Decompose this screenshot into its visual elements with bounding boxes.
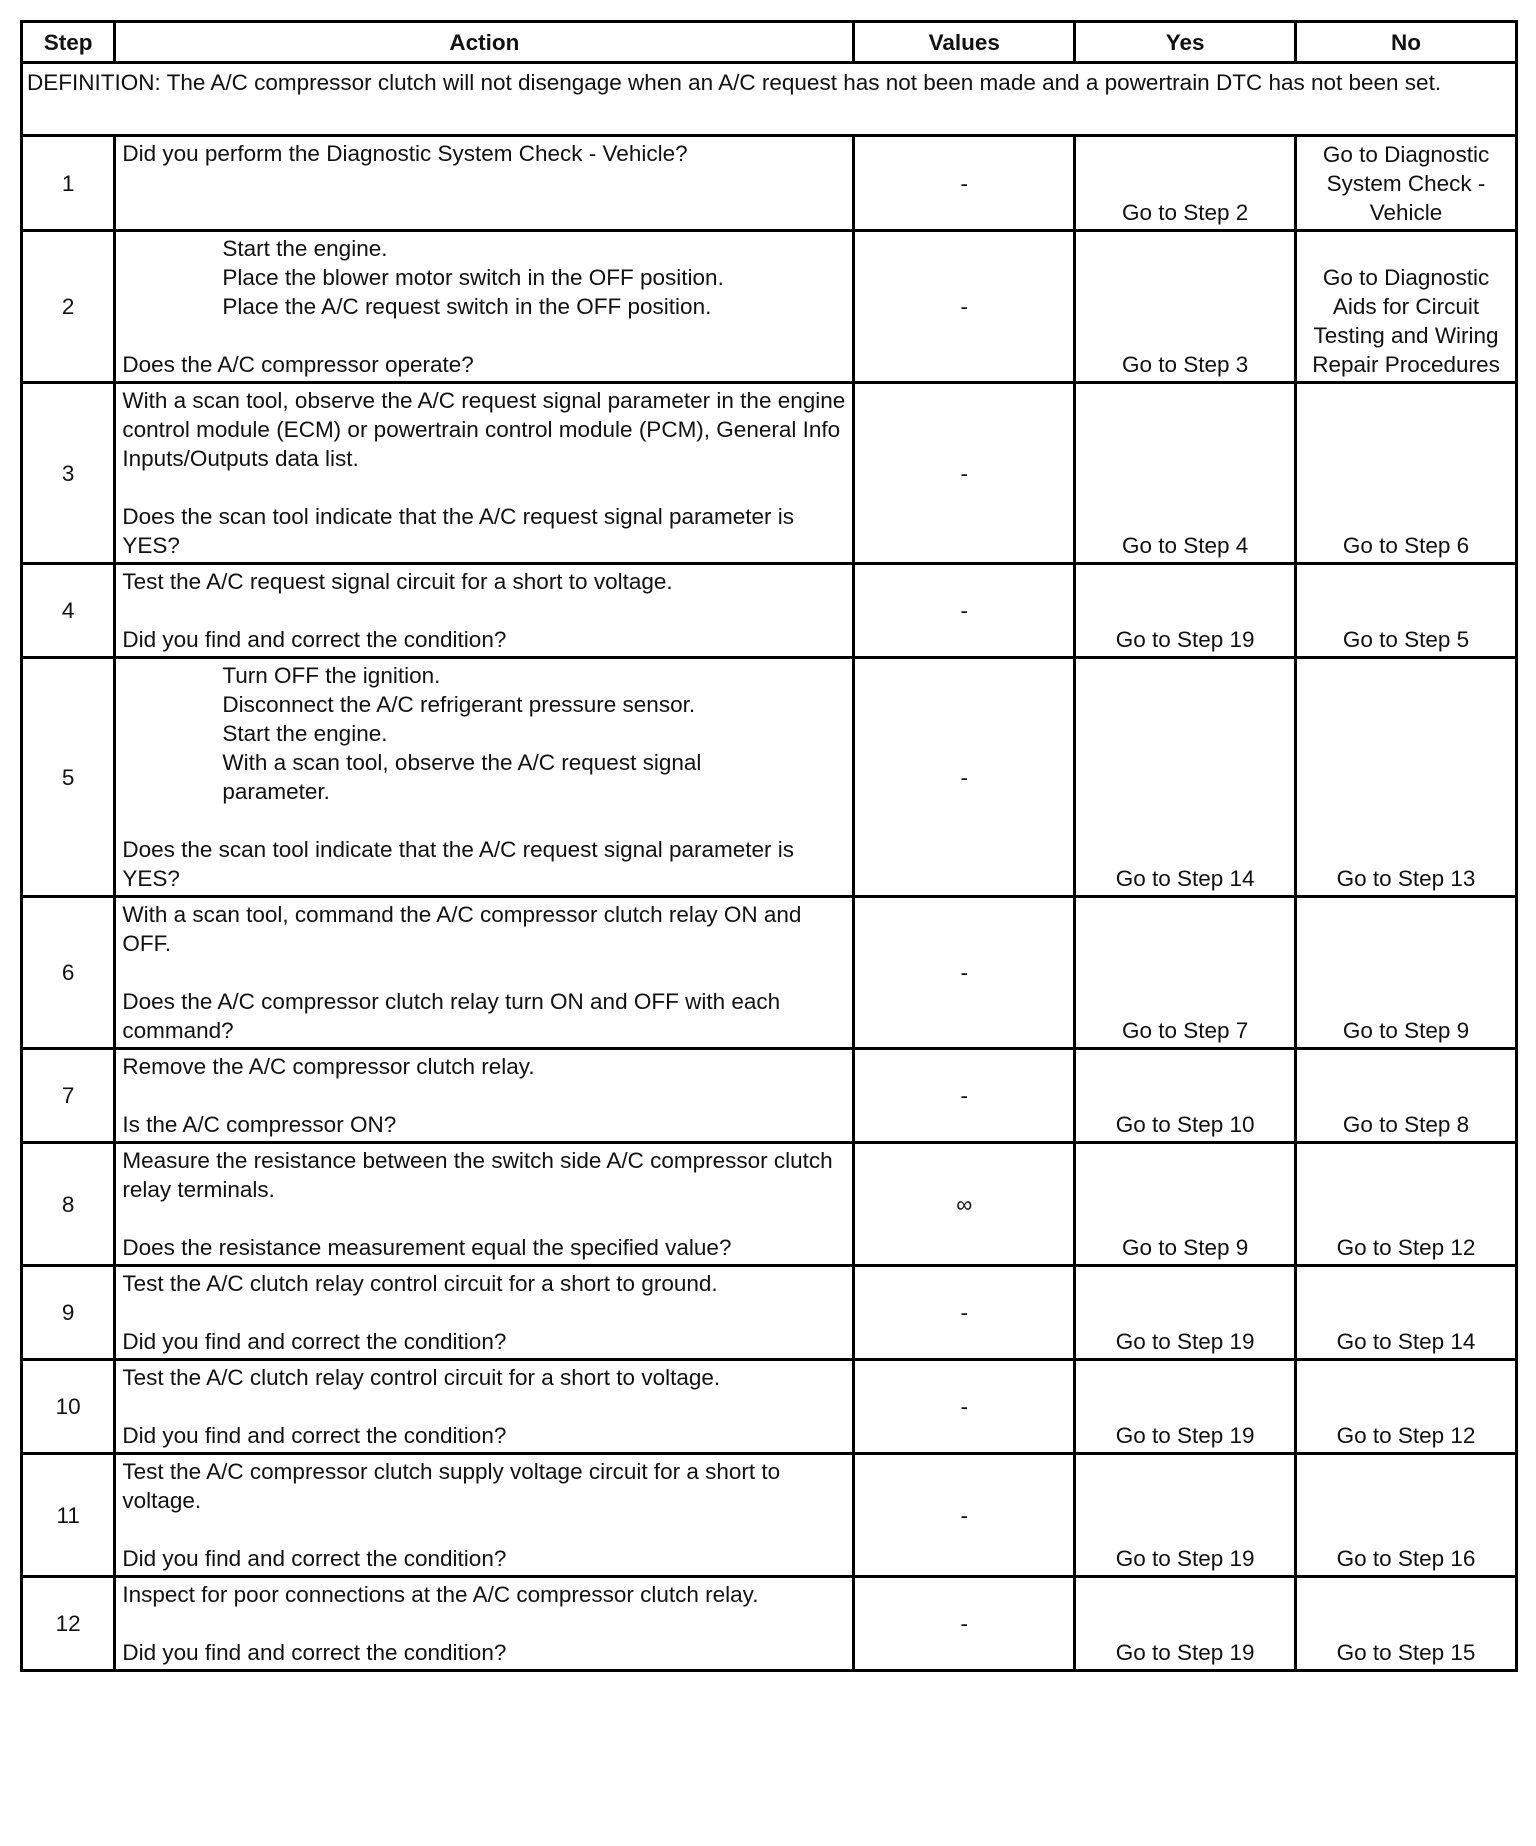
step-number: 2 xyxy=(22,231,115,383)
action-cell xyxy=(115,231,854,383)
table-row xyxy=(22,1577,1517,1671)
table-row xyxy=(22,1454,1517,1577)
action-content xyxy=(122,900,846,1045)
action-step-item: Place the A/C request switch in the OFF position. xyxy=(222,294,712,319)
table-row xyxy=(22,658,1517,897)
step-number: 5 xyxy=(22,658,115,897)
value-cell: - xyxy=(854,1360,1075,1454)
action-cell xyxy=(115,1266,854,1360)
action-top xyxy=(122,567,846,596)
value-cell: - xyxy=(854,1577,1075,1671)
action-text: Test the A/C request signal circuit for a short to voltage. xyxy=(122,569,673,594)
no-cell: Go to Step 14 xyxy=(1296,1266,1517,1360)
action-cell xyxy=(115,1049,854,1143)
definition-text: DEFINITION: The A/C compressor clutch will not disengage when an A/C request has not been made and a powertrain DTC has not been set. xyxy=(22,63,1517,136)
yes-cell: Go to Step 4 xyxy=(1075,383,1296,564)
header-action: Action xyxy=(115,22,854,63)
action-question: Did you find and correct the condition? xyxy=(122,627,507,652)
action-steps xyxy=(122,661,846,806)
yes-cell: Go to Step 14 xyxy=(1075,658,1296,897)
action-content xyxy=(122,567,846,654)
table-row xyxy=(22,231,1517,383)
action-question: Did you find and correct the condition? xyxy=(122,1329,507,1354)
action-content xyxy=(122,661,846,893)
action-question: Did you find and correct the condition? xyxy=(122,1640,507,1665)
no-cell: Go to Step 12 xyxy=(1296,1143,1517,1266)
action-content xyxy=(122,139,846,212)
table-row xyxy=(22,1143,1517,1266)
action-content xyxy=(122,1146,846,1262)
action-text: Measure the resistance between the switch side A/C compressor clutch relay terminals. xyxy=(122,1148,833,1202)
action-cell xyxy=(115,897,854,1049)
yes-cell: Go to Step 7 xyxy=(1075,897,1296,1049)
action-text: With a scan tool, command the A/C compressor clutch relay ON and OFF. xyxy=(122,902,802,956)
header-row xyxy=(22,22,1517,63)
table-row xyxy=(22,564,1517,658)
action-content xyxy=(122,1269,846,1356)
table-row xyxy=(22,897,1517,1049)
action-question: Does the A/C compressor clutch relay turn ON and OFF with each command? xyxy=(122,989,781,1043)
value-cell: ∞ xyxy=(854,1143,1075,1266)
yes-cell: Go to Step 9 xyxy=(1075,1143,1296,1266)
action-content xyxy=(122,1580,846,1667)
no-cell: Go to Step 9 xyxy=(1296,897,1517,1049)
table-row xyxy=(22,136,1517,231)
no-cell: Go to Step 12 xyxy=(1296,1360,1517,1454)
yes-cell: Go to Step 19 xyxy=(1075,564,1296,658)
action-content xyxy=(122,1457,846,1573)
no-cell: Go to Step 5 xyxy=(1296,564,1517,658)
action-question: Did you find and correct the condition? xyxy=(122,1546,507,1571)
table-body xyxy=(22,63,1517,1671)
table-header xyxy=(22,22,1517,63)
step-number: 3 xyxy=(22,383,115,564)
action-text: Test the A/C clutch relay control circuit for a short to voltage. xyxy=(122,1365,721,1390)
step-number: 4 xyxy=(22,564,115,658)
action-top xyxy=(122,1580,846,1609)
action-top xyxy=(122,900,846,958)
action-content xyxy=(122,386,846,560)
step-number: 7 xyxy=(22,1049,115,1143)
no-cell: Go to Diagnostic System Check - Vehicle xyxy=(1296,136,1517,231)
action-cell xyxy=(115,564,854,658)
action-step-item: Start the engine. xyxy=(222,721,388,746)
action-steps xyxy=(122,234,846,321)
header-yes: Yes xyxy=(1075,22,1296,63)
action-content xyxy=(122,1363,846,1450)
yes-cell: Go to Step 19 xyxy=(1075,1266,1296,1360)
table-row xyxy=(22,383,1517,564)
action-cell xyxy=(115,1454,854,1577)
action-top xyxy=(122,1363,846,1392)
yes-cell: Go to Step 19 xyxy=(1075,1454,1296,1577)
action-text: Test the A/C clutch relay control circuit for a short to ground. xyxy=(122,1271,718,1296)
value-cell: - xyxy=(854,383,1075,564)
action-step-item: parameter. xyxy=(222,779,330,804)
action-step-item: Start the engine. xyxy=(222,236,388,261)
no-cell: Go to Step 8 xyxy=(1296,1049,1517,1143)
yes-cell: Go to Step 19 xyxy=(1075,1577,1296,1671)
action-question: Does the resistance measurement equal the specified value? xyxy=(122,1235,732,1260)
action-cell xyxy=(115,1143,854,1266)
step-number: 8 xyxy=(22,1143,115,1266)
table-row xyxy=(22,1360,1517,1454)
definition-row xyxy=(22,63,1517,136)
action-top xyxy=(122,386,846,473)
action-cell xyxy=(115,1360,854,1454)
step-number: 1 xyxy=(22,136,115,231)
action-cell xyxy=(115,658,854,897)
action-cell xyxy=(115,383,854,564)
no-cell: Go to Step 16 xyxy=(1296,1454,1517,1577)
yes-cell: Go to Step 19 xyxy=(1075,1360,1296,1454)
action-question: Does the scan tool indicate that the A/C request signal parameter is YES? xyxy=(122,837,794,891)
value-cell: - xyxy=(854,658,1075,897)
action-question: Does the scan tool indicate that the A/C request signal parameter is YES? xyxy=(122,504,794,558)
no-cell: Go to Step 6 xyxy=(1296,383,1517,564)
value-cell: - xyxy=(854,564,1075,658)
step-number: 12 xyxy=(22,1577,115,1671)
action-content xyxy=(122,234,846,379)
action-text: Did you perform the Diagnostic System Check - Vehicle? xyxy=(122,141,688,166)
step-number: 9 xyxy=(22,1266,115,1360)
action-text: With a scan tool, observe the A/C request signal parameter in the engine control module (ECM) or powertrain control module (PCM), General Info Inputs/Outputs data list. xyxy=(122,388,846,471)
step-number: 6 xyxy=(22,897,115,1049)
no-cell: Go to Step 13 xyxy=(1296,658,1517,897)
yes-cell: Go to Step 3 xyxy=(1075,231,1296,383)
action-question: Does the A/C compressor operate? xyxy=(122,352,474,377)
no-cell: Go to Step 15 xyxy=(1296,1577,1517,1671)
step-number: 10 xyxy=(22,1360,115,1454)
action-top xyxy=(122,234,846,321)
action-question: Did you find and correct the condition? xyxy=(122,1423,507,1448)
value-cell: - xyxy=(854,231,1075,383)
value-cell: - xyxy=(854,1049,1075,1143)
table-row xyxy=(22,1266,1517,1360)
no-cell: Go to Diagnostic Aids for Circuit Testing and Wiring Repair Procedures xyxy=(1296,231,1517,383)
yes-cell: Go to Step 10 xyxy=(1075,1049,1296,1143)
value-cell: - xyxy=(854,897,1075,1049)
action-text: Inspect for poor connections at the A/C compressor clutch relay. xyxy=(122,1582,759,1607)
action-step-item: Disconnect the A/C refrigerant pressure sensor. xyxy=(222,692,696,717)
action-text: Test the A/C compressor clutch supply voltage circuit for a short to voltage. xyxy=(122,1459,781,1513)
action-top xyxy=(122,1146,846,1204)
table-row xyxy=(22,1049,1517,1143)
action-content xyxy=(122,1052,846,1139)
action-step-item: Turn OFF the ignition. xyxy=(222,663,441,688)
action-top xyxy=(122,1457,846,1515)
value-cell: - xyxy=(854,1454,1075,1577)
action-cell xyxy=(115,136,854,231)
header-step: Step xyxy=(22,22,115,63)
header-values: Values xyxy=(854,22,1075,63)
action-top xyxy=(122,1269,846,1298)
action-cell xyxy=(115,1577,854,1671)
action-step-item: Place the blower motor switch in the OFF position. xyxy=(222,265,724,290)
yes-cell: Go to Step 2 xyxy=(1075,136,1296,231)
step-number: 11 xyxy=(22,1454,115,1577)
action-text: Remove the A/C compressor clutch relay. xyxy=(122,1054,535,1079)
action-top xyxy=(122,139,846,168)
header-no: No xyxy=(1296,22,1517,63)
value-cell: - xyxy=(854,136,1075,231)
action-question: Is the A/C compressor ON? xyxy=(122,1112,397,1137)
action-top xyxy=(122,661,846,806)
action-top xyxy=(122,1052,846,1081)
diagnostic-table xyxy=(20,20,1518,1672)
value-cell: - xyxy=(854,1266,1075,1360)
action-step-item: With a scan tool, observe the A/C request signal xyxy=(222,750,702,775)
